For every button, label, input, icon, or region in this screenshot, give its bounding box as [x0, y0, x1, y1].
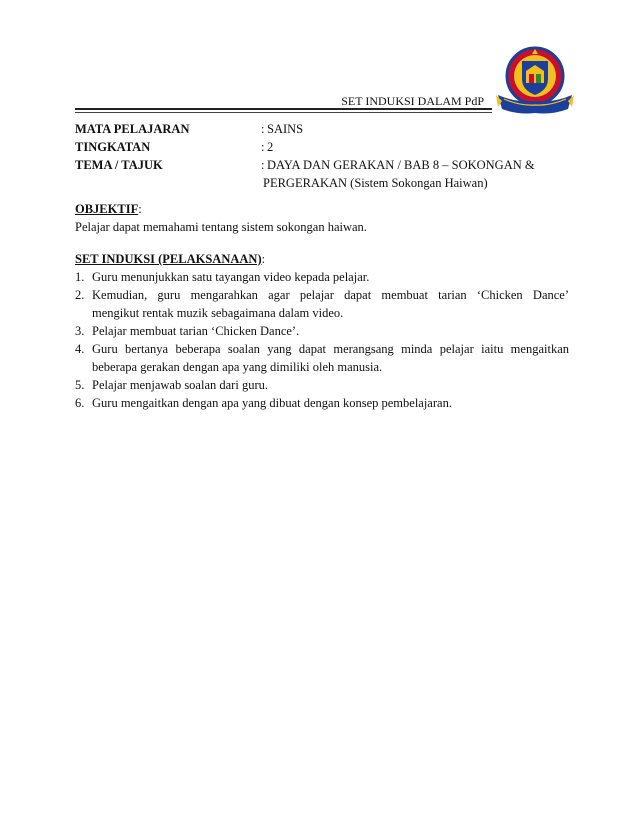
- list-item-text: Guru bertanya beberapa soalan yang dapat merangsang minda pelajar iaitu mengaitkan: [92, 342, 569, 356]
- list-item-number: 2.: [75, 288, 85, 302]
- objective-section: [75, 200, 569, 236]
- set-induksi-heading-row: [75, 250, 569, 268]
- info-row-subject: [75, 120, 575, 138]
- theme-value-line1: DAYA DAN GERAKAN / BAB 8 – SOKONGAN &: [267, 158, 535, 172]
- list-item: [75, 268, 569, 286]
- theme-label: TEMA / TAJUK: [75, 158, 163, 172]
- school-crest-icon: [496, 43, 574, 121]
- list-item: [75, 286, 569, 322]
- list-item-text: Pelajar membuat tarian ‘Chicken Dance’.: [92, 324, 300, 338]
- list-item-number: 1.: [75, 270, 85, 284]
- objective-heading-colon: :: [138, 202, 142, 216]
- list-item: [75, 340, 569, 376]
- theme-value-line2: PERGERAKAN (Sistem Sokongan Haiwan): [263, 176, 488, 190]
- objective-text: Pelajar dapat memahami tentang sistem sokongan haiwan.: [75, 220, 367, 234]
- objective-heading: OBJEKTIF: [75, 202, 139, 216]
- lesson-info: [75, 120, 575, 192]
- level-colon: :: [261, 140, 265, 154]
- set-induksi-steps: [75, 268, 569, 412]
- list-item-number: 3.: [75, 324, 85, 338]
- subject-label: MATA PELAJARAN: [75, 122, 190, 136]
- document-header-title: SET INDUKSI DALAM PdP: [341, 94, 484, 108]
- set-induksi-heading-colon: :: [261, 252, 266, 266]
- info-row-theme: [75, 156, 575, 174]
- list-item-number: 4.: [75, 342, 85, 356]
- theme-colon: :: [261, 158, 265, 172]
- set-induksi-heading: SET INDUKSI (PELAKSANAAN): [75, 252, 262, 266]
- list-item-text: Guru mengaitkan dengan apa yang dibuat dengan konsep pembelajaran.: [92, 396, 452, 410]
- header-rule-thin: [75, 112, 492, 113]
- info-row-theme-cont: [75, 174, 575, 192]
- subject-colon: :: [261, 122, 265, 136]
- list-item: [75, 394, 569, 412]
- set-induksi-section: [75, 250, 569, 412]
- list-item-text: Pelajar menjawab soalan dari guru.: [92, 378, 268, 392]
- list-item-text: Kemudian, guru mengarahkan agar pelajar dapat membuat tarian ‘Chicken Dance’: [92, 288, 569, 302]
- level-value: 2: [267, 140, 274, 154]
- header-rule-thick: [75, 108, 492, 110]
- info-row-level: [75, 138, 575, 156]
- list-item: [75, 376, 569, 394]
- subject-value: SAINS: [267, 122, 304, 136]
- objective-heading-row: [75, 200, 569, 218]
- list-item-number: 6.: [75, 396, 85, 410]
- list-item-text-cont: mengikut rentak muzik sebagaimana dalam video.: [92, 306, 344, 320]
- list-item: [75, 322, 569, 340]
- level-label: TINGKATAN: [75, 140, 151, 154]
- list-item-text: Guru menunjukkan satu tayangan video kepada pelajar.: [92, 270, 370, 284]
- list-item-text-cont: beberapa gerakan dengan apa yang dimiliki oleh manusia.: [92, 360, 383, 374]
- list-item-number: 5.: [75, 378, 85, 392]
